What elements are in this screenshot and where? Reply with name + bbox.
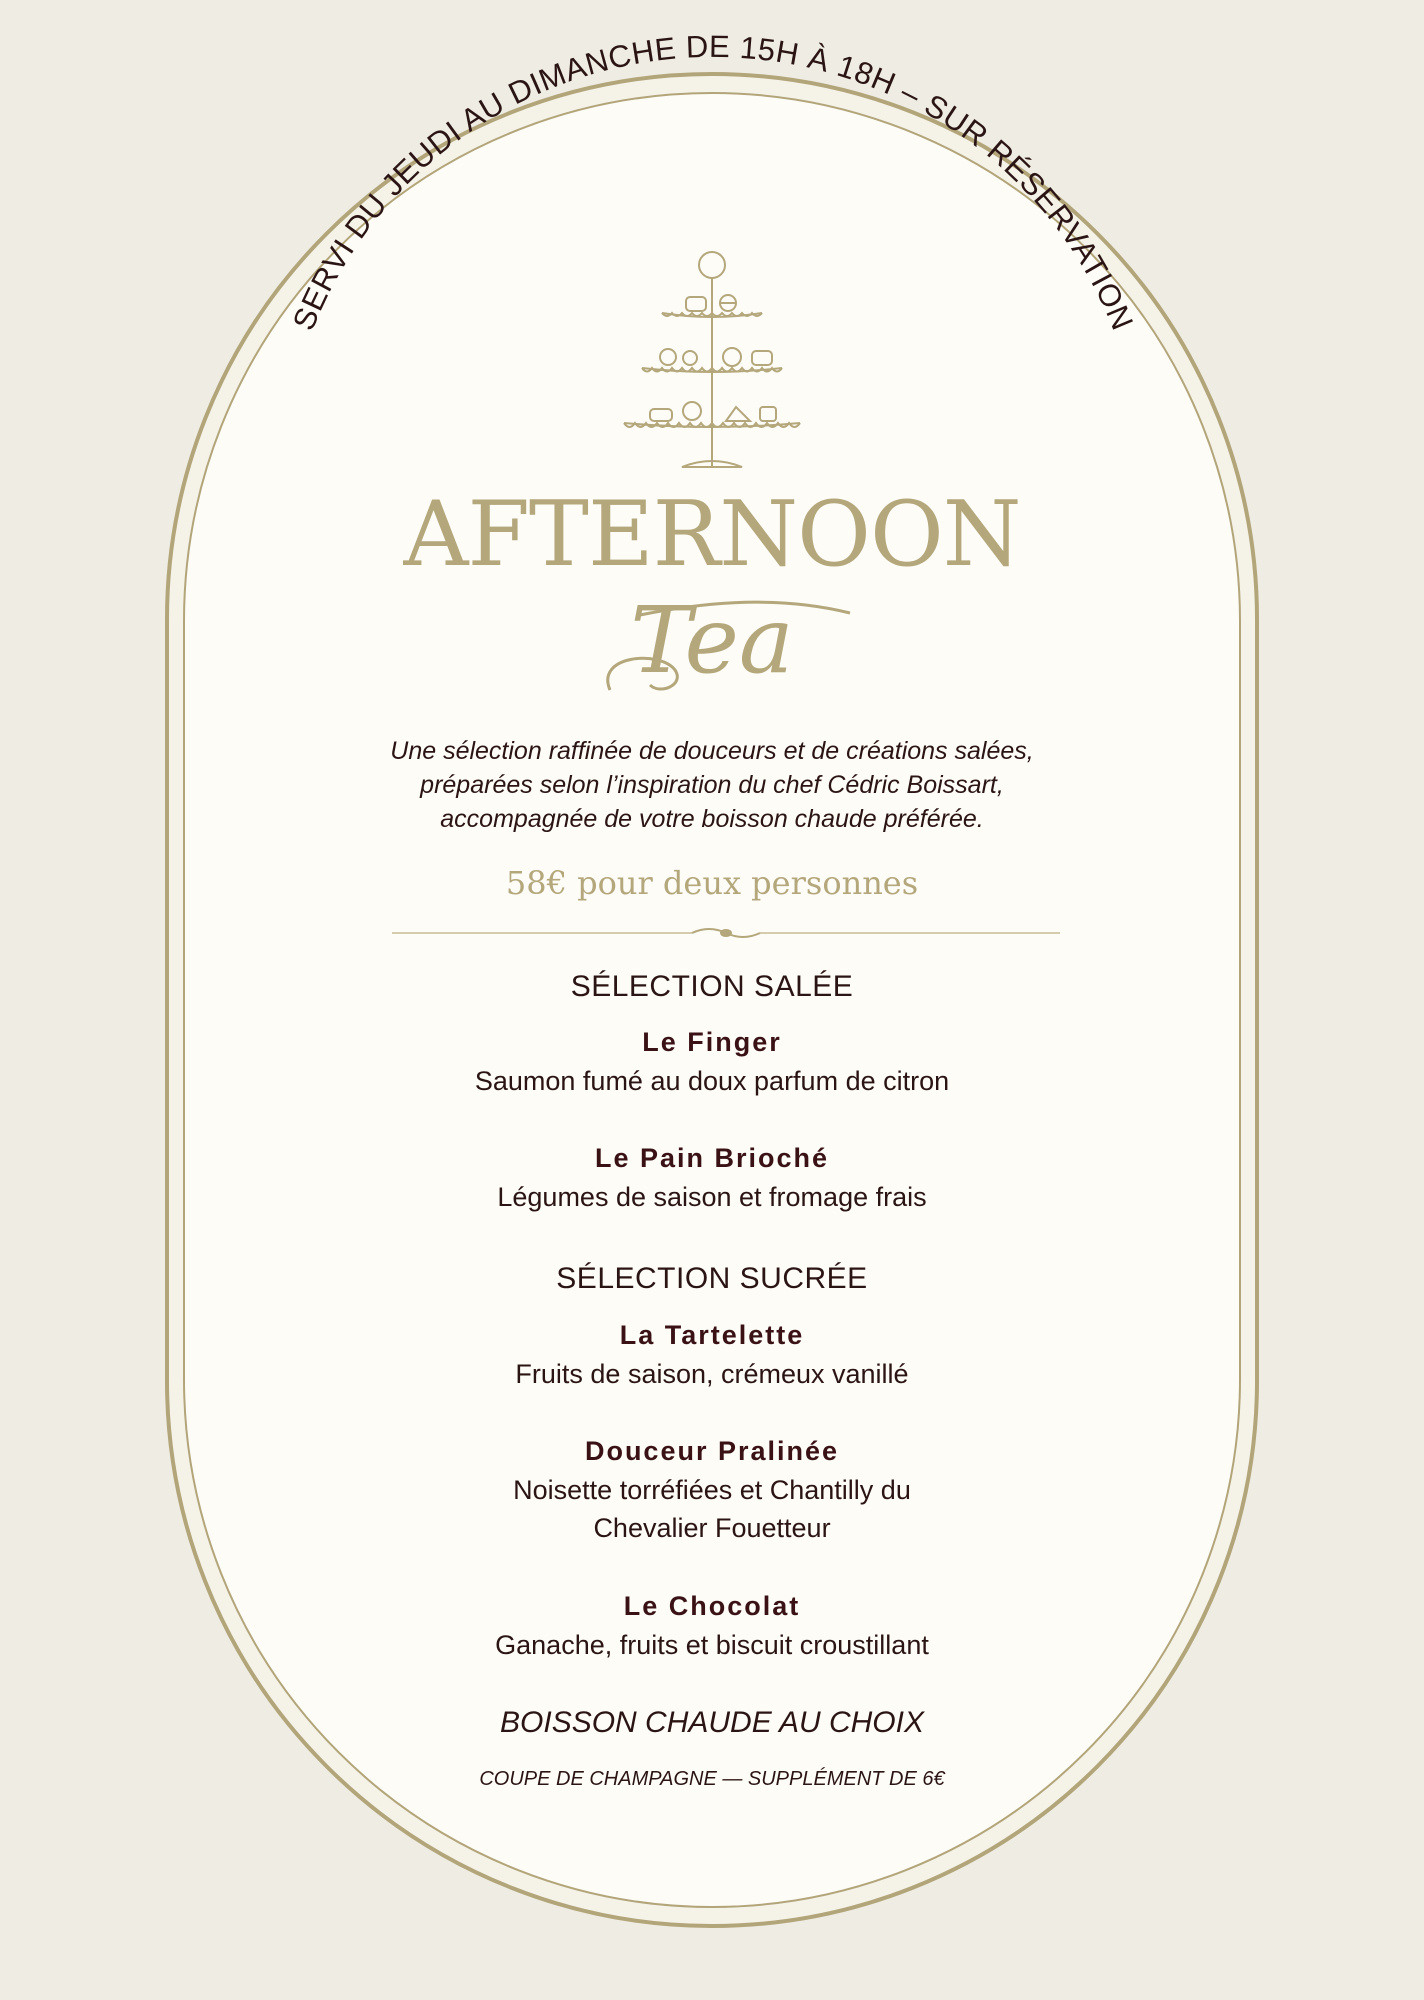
item-name: Le Chocolat bbox=[623, 1591, 801, 1621]
item-name: La Tartelette bbox=[619, 1320, 805, 1350]
cake-stand-icon bbox=[622, 245, 802, 477]
intro-line: accompagnée de votre boisson chaude préférée. bbox=[440, 805, 984, 833]
section-title-savory: SÉLECTION SALÉE bbox=[570, 970, 854, 1003]
section-title-sweet: SÉLECTION SUCRÉE bbox=[556, 1262, 868, 1295]
item-name: Le Pain Brioché bbox=[594, 1143, 830, 1173]
item-desc: Fruits de saison, crémeux vanillé bbox=[515, 1359, 909, 1389]
item-desc: Saumon fumé au doux parfum de citron bbox=[474, 1066, 950, 1096]
item-name: Douceur Pralinée bbox=[584, 1436, 840, 1466]
item-desc: Ganache, fruits et biscuit croustillant bbox=[495, 1630, 929, 1660]
item-desc: Légumes de saison et fromage frais bbox=[497, 1182, 927, 1212]
intro-line: préparées selon l’inspiration du chef Cédric Boissart, bbox=[420, 771, 1004, 799]
supplement-text: COUPE DE CHAMPAGNE — SUPPLÉMENT DE 6€ bbox=[479, 1768, 945, 1790]
script-subtitle bbox=[0, 587, 1424, 694]
service-hours-text: SERVI DU JEUDI AU DIMANCHE DE 15H À 18H – SUR RÉSERVATION bbox=[285, 28, 1141, 336]
page-title: AFTERNOON bbox=[403, 482, 1021, 587]
drink-heading: BOISSON CHAUDE AU CHOIX bbox=[500, 1706, 924, 1739]
subtitle-text: Tea bbox=[630, 587, 794, 694]
intro-line: Une sélection raffinée de douceurs et de créations salées, bbox=[390, 737, 1034, 765]
item-desc: Noisette torréfiées et Chantilly du bbox=[513, 1475, 911, 1505]
intro-text bbox=[300, 734, 1124, 836]
ornament-divider bbox=[392, 924, 1060, 942]
item-name: Le Finger bbox=[642, 1027, 782, 1057]
price-text: 58€ pour deux personnes bbox=[505, 864, 919, 902]
item-desc: Chevalier Fouetteur bbox=[593, 1513, 831, 1543]
